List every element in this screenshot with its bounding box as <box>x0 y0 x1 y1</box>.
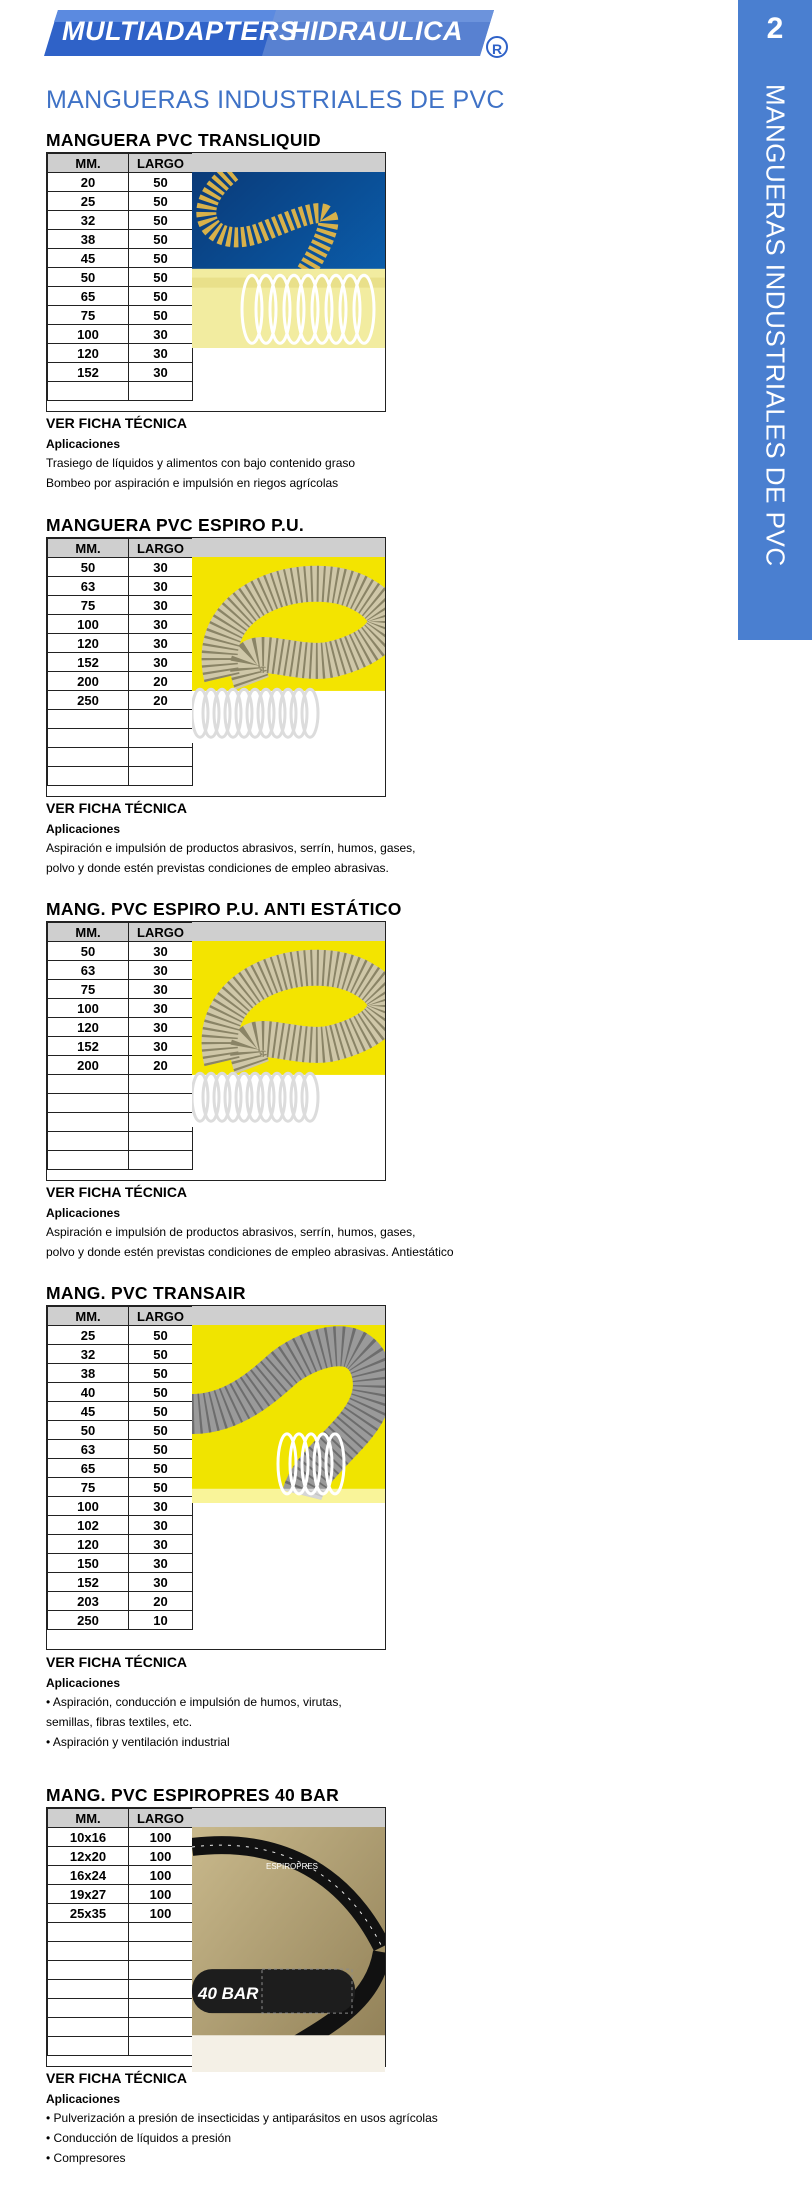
column-header-largo: LARGO <box>129 154 193 173</box>
hose-product-photo <box>192 941 385 1127</box>
table-row <box>48 691 193 710</box>
table-row <box>48 1421 193 1440</box>
product-spec-box <box>46 537 386 797</box>
cell-diameter: 100 <box>48 999 129 1018</box>
cell-empty <box>129 1923 193 1942</box>
column-header-largo: LARGO <box>129 1307 193 1326</box>
cell-length: 30 <box>129 1516 193 1535</box>
hose-pressure-label: 40 BAR <box>198 1984 259 2004</box>
cell-empty <box>129 1961 193 1980</box>
application-line: Aspiración e impulsión de productos abrasivos, serrín, humos, gases, <box>46 1225 416 1239</box>
cell-diameter: 38 <box>48 230 129 249</box>
cell-length: 50 <box>129 1326 193 1345</box>
cell-diameter: 45 <box>48 249 129 268</box>
cell-length: 50 <box>129 173 193 192</box>
cell-diameter: 120 <box>48 1535 129 1554</box>
cell-empty <box>48 1980 129 1999</box>
cell-diameter: 50 <box>48 268 129 287</box>
cell-diameter: 65 <box>48 1459 129 1478</box>
column-header-largo: LARGO <box>129 1809 193 1828</box>
cell-diameter: 75 <box>48 980 129 999</box>
spec-table-header <box>48 539 193 558</box>
ficha-tecnica-link[interactable]: VER FICHA TÉCNICA <box>46 1654 188 1670</box>
application-line: polvo y donde estén previstas condiciones de empleo abrasivas. Antiestático <box>46 1245 454 1259</box>
cell-empty <box>48 1961 129 1980</box>
product-image <box>192 1325 385 1503</box>
cell-length: 30 <box>129 577 193 596</box>
cell-length: 50 <box>129 1478 193 1497</box>
chapter-title: MANGUERAS INDUSTRIALES DE PVC <box>760 84 791 567</box>
cell-diameter: 12x20 <box>48 1847 129 1866</box>
table-row-empty <box>48 2018 193 2037</box>
cell-length: 30 <box>129 1497 193 1516</box>
spec-table-header <box>48 923 193 942</box>
cell-length: 50 <box>129 1440 193 1459</box>
cell-length: 50 <box>129 192 193 211</box>
table-row <box>48 999 193 1018</box>
table-row-empty <box>48 1094 193 1113</box>
table-row <box>48 173 193 192</box>
cell-length: 20 <box>129 1592 193 1611</box>
table-row <box>48 634 193 653</box>
image-header-strip <box>192 153 385 172</box>
application-line: semillas, fibras textiles, etc. <box>46 1715 193 1729</box>
table-row <box>48 1037 193 1056</box>
cell-diameter: 40 <box>48 1383 129 1402</box>
applications-label: Aplicaciones <box>46 1206 121 1220</box>
cell-empty <box>129 2018 193 2037</box>
table-row-empty <box>48 710 193 729</box>
cell-empty <box>48 710 129 729</box>
spec-table <box>47 153 193 401</box>
chapter-number: 2 <box>766 12 784 45</box>
cell-empty <box>48 1132 129 1151</box>
table-row-empty <box>48 1961 193 1980</box>
cell-empty <box>129 1075 193 1094</box>
cell-diameter: 38 <box>48 1364 129 1383</box>
cell-diameter: 25 <box>48 192 129 211</box>
cell-empty <box>48 1923 129 1942</box>
cell-length: 50 <box>129 249 193 268</box>
table-row <box>48 1326 193 1345</box>
table-row <box>48 344 193 363</box>
table-row <box>48 192 193 211</box>
table-row <box>48 1459 193 1478</box>
cell-empty <box>129 382 193 401</box>
cell-length: 30 <box>129 1554 193 1573</box>
ficha-tecnica-link[interactable]: VER FICHA TÉCNICA <box>46 800 188 816</box>
table-row-empty <box>48 767 193 786</box>
cell-empty <box>48 1094 129 1113</box>
table-row <box>48 1847 193 1866</box>
cell-diameter: 152 <box>48 1037 129 1056</box>
cell-length: 20 <box>129 1056 193 1075</box>
cell-diameter: 63 <box>48 961 129 980</box>
column-header-mm: MM. <box>48 923 129 942</box>
table-row <box>48 653 193 672</box>
cell-diameter: 75 <box>48 1478 129 1497</box>
column-header-mm: MM. <box>48 1809 129 1828</box>
table-row <box>48 1828 193 1847</box>
cell-empty <box>48 382 129 401</box>
product-image <box>192 941 385 1127</box>
cell-length: 30 <box>129 325 193 344</box>
table-row <box>48 306 193 325</box>
hose-product-photo <box>192 1827 385 2072</box>
cell-length: 30 <box>129 980 193 999</box>
product-spec-box <box>46 152 386 412</box>
cell-empty <box>129 1151 193 1170</box>
product-title: MANGUERA PVC TRANSLIQUID <box>46 130 321 150</box>
table-row-empty <box>48 1132 193 1151</box>
product-image <box>192 172 385 348</box>
column-header-mm: MM. <box>48 539 129 558</box>
cell-diameter: 100 <box>48 615 129 634</box>
cell-diameter: 45 <box>48 1402 129 1421</box>
cell-diameter: 32 <box>48 211 129 230</box>
applications-label: Aplicaciones <box>46 437 121 451</box>
cell-empty <box>48 729 129 748</box>
spec-table <box>47 538 193 786</box>
cell-empty <box>129 767 193 786</box>
application-line: • Compresores <box>46 2151 126 2165</box>
spec-table-header <box>48 1809 193 1828</box>
table-row-empty <box>48 1113 193 1132</box>
table-row-empty <box>48 1942 193 1961</box>
cell-empty <box>48 1942 129 1961</box>
table-row <box>48 211 193 230</box>
cell-empty <box>129 1999 193 2018</box>
cell-length: 50 <box>129 1402 193 1421</box>
cell-length: 50 <box>129 1383 193 1402</box>
cell-diameter: 120 <box>48 634 129 653</box>
brand-logo[interactable] <box>44 8 494 58</box>
cell-diameter: 50 <box>48 1421 129 1440</box>
product-spec-box <box>46 921 386 1181</box>
product-spec-box <box>46 1305 386 1650</box>
cell-diameter: 203 <box>48 1592 129 1611</box>
cell-empty <box>129 1132 193 1151</box>
cell-length: 50 <box>129 1345 193 1364</box>
product-title: MANG. PVC ESPIROPRES 40 BAR <box>46 1785 340 1805</box>
cell-diameter: 50 <box>48 942 129 961</box>
cell-empty <box>129 2037 193 2056</box>
table-row <box>48 1440 193 1459</box>
table-row-empty <box>48 382 193 401</box>
table-row <box>48 1573 193 1592</box>
table-row <box>48 1478 193 1497</box>
cell-diameter: 75 <box>48 306 129 325</box>
table-row-empty <box>48 748 193 767</box>
table-row <box>48 1497 193 1516</box>
spec-table-header <box>48 154 193 173</box>
cell-diameter: 120 <box>48 1018 129 1037</box>
spec-table <box>47 922 193 1170</box>
cell-length: 30 <box>129 634 193 653</box>
table-row <box>48 577 193 596</box>
cell-length: 50 <box>129 306 193 325</box>
table-row <box>48 1885 193 1904</box>
product-title: MANG. PVC TRANSAIR <box>46 1283 246 1303</box>
column-header-mm: MM. <box>48 154 129 173</box>
cell-length: 50 <box>129 211 193 230</box>
cell-diameter: 65 <box>48 287 129 306</box>
spec-table <box>47 1306 193 1630</box>
cell-length: 30 <box>129 961 193 980</box>
product-spec-box <box>46 1807 386 2067</box>
cell-length: 30 <box>129 615 193 634</box>
cell-diameter: 200 <box>48 1056 129 1075</box>
chapter-tab <box>738 0 812 640</box>
cell-diameter: 250 <box>48 1611 129 1630</box>
cell-diameter: 75 <box>48 596 129 615</box>
cell-length: 50 <box>129 1459 193 1478</box>
cell-empty <box>48 748 129 767</box>
cell-length: 100 <box>129 1866 193 1885</box>
table-row <box>48 1345 193 1364</box>
table-row <box>48 1018 193 1037</box>
cell-empty <box>48 2037 129 2056</box>
brand-name-part1: MULTIADAPTERS <box>62 16 298 46</box>
cell-length: 100 <box>129 1847 193 1866</box>
applications-label: Aplicaciones <box>46 2092 121 2106</box>
table-row <box>48 596 193 615</box>
cell-empty <box>129 1942 193 1961</box>
cell-length: 30 <box>129 653 193 672</box>
cell-diameter: 20 <box>48 173 129 192</box>
table-row <box>48 230 193 249</box>
cell-diameter: 10x16 <box>48 1828 129 1847</box>
table-row <box>48 672 193 691</box>
table-row <box>48 980 193 999</box>
table-row-empty <box>48 1980 193 1999</box>
cell-length: 30 <box>129 344 193 363</box>
image-header-strip <box>192 538 385 557</box>
table-row <box>48 1516 193 1535</box>
table-row <box>48 1592 193 1611</box>
table-row-empty <box>48 1923 193 1942</box>
application-line: • Pulverización a presión de insecticidas y antiparásitos en usos agrícolas <box>46 2111 438 2125</box>
cell-diameter: 25x35 <box>48 1904 129 1923</box>
cell-empty <box>129 748 193 767</box>
cell-diameter: 63 <box>48 577 129 596</box>
ficha-tecnica-link[interactable]: VER FICHA TÉCNICA <box>46 2070 188 2086</box>
cell-empty <box>48 1151 129 1170</box>
table-row <box>48 558 193 577</box>
cell-length: 30 <box>129 558 193 577</box>
table-row-empty <box>48 729 193 748</box>
column-header-mm: MM. <box>48 1307 129 1326</box>
table-row-empty <box>48 2037 193 2056</box>
cell-diameter: 100 <box>48 1497 129 1516</box>
cell-empty <box>129 1113 193 1132</box>
cell-diameter: 19x27 <box>48 1885 129 1904</box>
application-line: Trasiego de líquidos y alimentos con bajo contenido graso <box>46 456 356 470</box>
cell-diameter: 16x24 <box>48 1866 129 1885</box>
cell-length: 50 <box>129 230 193 249</box>
table-row <box>48 1383 193 1402</box>
application-line: polvo y donde estén previstas condiciones de empleo abrasivas. <box>46 861 389 875</box>
cell-empty <box>48 767 129 786</box>
cell-length: 100 <box>129 1828 193 1847</box>
table-row <box>48 325 193 344</box>
cell-length: 50 <box>129 268 193 287</box>
table-row <box>48 249 193 268</box>
application-line: Aspiración e impulsión de productos abrasivos, serrín, humos, gases, <box>46 841 416 855</box>
spec-table <box>47 1808 193 2056</box>
ficha-tecnica-link[interactable]: VER FICHA TÉCNICA <box>46 415 188 431</box>
table-row <box>48 615 193 634</box>
cell-length: 10 <box>129 1611 193 1630</box>
cell-diameter: 120 <box>48 344 129 363</box>
cell-length: 20 <box>129 672 193 691</box>
application-line: • Conducción de líquidos a presión <box>46 2131 231 2145</box>
image-header-strip <box>192 1808 385 1827</box>
hose-product-photo <box>192 172 385 348</box>
cell-diameter: 25 <box>48 1326 129 1345</box>
table-row <box>48 287 193 306</box>
product-image <box>192 1827 385 2072</box>
application-line: Bombeo por aspiración e impulsión en riegos agrícolas <box>46 476 339 490</box>
applications-label: Aplicaciones <box>46 1676 121 1690</box>
brand-name-part2: HIDRAULICA <box>290 16 463 46</box>
cell-diameter: 50 <box>48 558 129 577</box>
product-title: MANGUERA PVC ESPIRO P.U. <box>46 515 305 535</box>
cell-length: 30 <box>129 999 193 1018</box>
table-row <box>48 1904 193 1923</box>
cell-empty <box>129 710 193 729</box>
cell-diameter: 200 <box>48 672 129 691</box>
cell-diameter: 100 <box>48 325 129 344</box>
cell-length: 50 <box>129 287 193 306</box>
table-row-empty <box>48 1075 193 1094</box>
cell-diameter: 250 <box>48 691 129 710</box>
table-row <box>48 1554 193 1573</box>
cell-length: 30 <box>129 1018 193 1037</box>
cell-diameter: 150 <box>48 1554 129 1573</box>
hose-print-text: ESPIROPRES <box>266 1862 319 1871</box>
application-line: • Aspiración, conducción e impulsión de humos, virutas, <box>46 1695 342 1709</box>
ficha-tecnica-link[interactable]: VER FICHA TÉCNICA <box>46 1184 188 1200</box>
cell-empty <box>129 1094 193 1113</box>
table-row-empty <box>48 1999 193 2018</box>
cell-diameter: 102 <box>48 1516 129 1535</box>
registered-mark: R <box>486 36 508 58</box>
table-row-empty <box>48 1151 193 1170</box>
cell-empty <box>48 1075 129 1094</box>
table-row <box>48 268 193 287</box>
cell-diameter: 152 <box>48 1573 129 1592</box>
hose-product-photo <box>192 1325 385 1503</box>
product-image <box>192 557 385 743</box>
cell-length: 30 <box>129 1573 193 1592</box>
cell-length: 30 <box>129 596 193 615</box>
cell-empty <box>48 1999 129 2018</box>
table-row <box>48 942 193 961</box>
applications-label: Aplicaciones <box>46 822 121 836</box>
cell-diameter: 63 <box>48 1440 129 1459</box>
table-row <box>48 1611 193 1630</box>
product-title: MANG. PVC ESPIRO P.U. ANTI ESTÁTICO <box>46 899 402 919</box>
table-row <box>48 1056 193 1075</box>
cell-empty <box>129 729 193 748</box>
cell-length: 30 <box>129 1535 193 1554</box>
cell-length: 30 <box>129 363 193 382</box>
table-row <box>48 1535 193 1554</box>
application-line: • Aspiración y ventilación industrial <box>46 1735 230 1749</box>
image-header-strip <box>192 1306 385 1325</box>
hose-product-photo <box>192 557 385 743</box>
cell-diameter: 152 <box>48 363 129 382</box>
column-header-largo: LARGO <box>129 539 193 558</box>
table-row <box>48 1364 193 1383</box>
spec-table-header <box>48 1307 193 1326</box>
table-row <box>48 1402 193 1421</box>
cell-length: 50 <box>129 1421 193 1440</box>
image-header-strip <box>192 922 385 941</box>
table-row <box>48 961 193 980</box>
cell-empty <box>48 1113 129 1132</box>
cell-length: 50 <box>129 1364 193 1383</box>
table-row <box>48 363 193 382</box>
cell-empty <box>129 1980 193 1999</box>
cell-length: 100 <box>129 1885 193 1904</box>
cell-diameter: 152 <box>48 653 129 672</box>
cell-length: 30 <box>129 1037 193 1056</box>
page-title: MANGUERAS INDUSTRIALES DE PVC <box>46 86 505 114</box>
cell-length: 30 <box>129 942 193 961</box>
cell-length: 100 <box>129 1904 193 1923</box>
cell-empty <box>48 2018 129 2037</box>
table-row <box>48 1866 193 1885</box>
column-header-largo: LARGO <box>129 923 193 942</box>
cell-diameter: 32 <box>48 1345 129 1364</box>
cell-length: 20 <box>129 691 193 710</box>
